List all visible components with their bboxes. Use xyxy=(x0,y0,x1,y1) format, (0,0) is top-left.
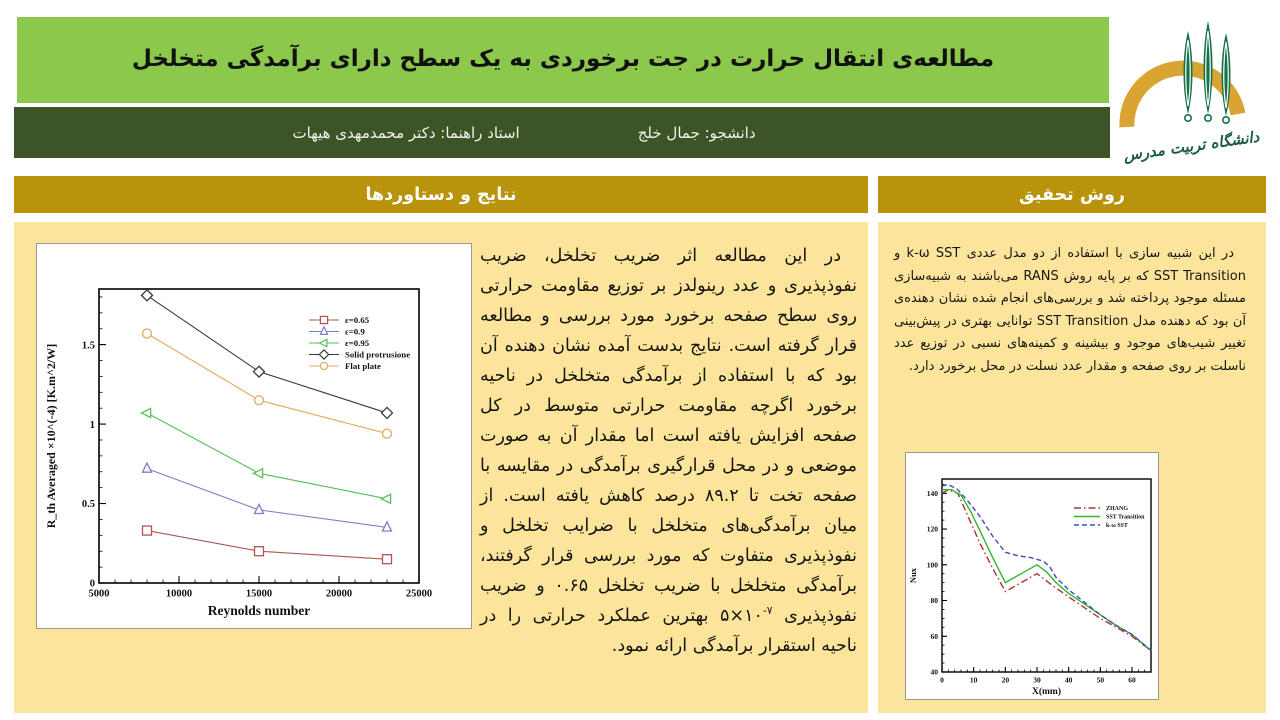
svg-text:20: 20 xyxy=(1001,675,1010,685)
svg-text:10: 10 xyxy=(969,675,978,685)
svg-text:Flat plate: Flat plate xyxy=(345,361,381,372)
svg-text:15000: 15000 xyxy=(245,588,273,600)
svg-text:Nux: Nux xyxy=(908,567,918,584)
svg-text:0.5: 0.5 xyxy=(81,499,95,511)
results-chart xyxy=(37,244,471,628)
svg-text:ZHANG: ZHANG xyxy=(1106,506,1129,513)
results-text-after: بهترین عملکرد حرارتی را در ناحیه استقرار برآمدگی ارائه نمود. xyxy=(480,606,857,656)
logo-wordmark: دانشگاه تربیت مدرس xyxy=(1122,127,1261,165)
results-section-title: نتایج و دستاوردها xyxy=(365,184,517,205)
page-title: مطالعه‌ی انتقال حرارت در جت برخوردی به یک سطح دارای برآمدگی متخلخل xyxy=(131,46,995,73)
svg-text:140: 140 xyxy=(926,488,938,498)
advisor-name: استاد راهنما: دکتر محمدمهدی هیهات xyxy=(292,123,520,142)
svg-text:ε=0.65: ε=0.65 xyxy=(345,315,370,326)
permeability-expression xyxy=(720,606,773,626)
svg-text:ε=0.95: ε=0.95 xyxy=(345,338,370,349)
title-banner xyxy=(17,17,1109,103)
method-chart xyxy=(906,453,1158,699)
results-chart-box xyxy=(36,243,472,629)
svg-text:k-ω SST: k-ω SST xyxy=(1106,523,1128,530)
results-text-before: در این مطالعه اثر ضریب تخلخل، ضریب نفوذپذیری و عدد رینولدز بر توزیع مقاومت حرارتی روی سطح صفحه برخورد مورد بررسی و مطالعه قرار گرفته است. نتایج بدست آمده نشان دهنده آن بود که با استفاده از برآمدگی متخلخل در ناحیه برخورد اگرچه مقاومت حرارتی متوسط در کل صفحه افزایش یافته است اما مقدار آن به صورت موضعی و در محل قرارگیری برآمدگی در مقایسه با صفحه تخت تا ۸۹.۲ درصد کاهش یافته است. از میان برآمدگی‌های متخلخل با ضرایب تخلخل و نفوذپذیری متفاوت که مورد بررسی قرار گرفتند، برآمدگی متخلخل با ضریب تخلخل ۰.۶۵ و ضریب نفوذپذیری xyxy=(480,246,857,626)
svg-text:60: 60 xyxy=(930,631,938,641)
results-paragraph xyxy=(480,241,857,681)
logo-trees xyxy=(1184,21,1231,123)
svg-text:25000: 25000 xyxy=(405,588,433,600)
svg-text:40: 40 xyxy=(1064,675,1073,685)
svg-text:30: 30 xyxy=(1033,675,1041,685)
permeability-exponent: -۷ xyxy=(762,604,773,618)
svg-text:100: 100 xyxy=(926,560,938,570)
svg-text:20000: 20000 xyxy=(325,588,353,600)
svg-text:60: 60 xyxy=(1128,675,1136,685)
svg-text:1.5: 1.5 xyxy=(81,340,95,352)
logo-arch xyxy=(1127,68,1238,127)
university-logo-graphic xyxy=(1118,10,1272,168)
svg-text:R_th Averaged ×10^(-4) [K.m^2/: R_th Averaged ×10^(-4) [K.m^2/W] xyxy=(44,343,58,529)
results-section-header xyxy=(14,176,868,213)
svg-text:40: 40 xyxy=(930,667,938,677)
university-logo xyxy=(1118,10,1272,168)
method-section-header xyxy=(878,176,1266,213)
svg-text:X(mm): X(mm) xyxy=(1031,687,1062,697)
svg-text:10000: 10000 xyxy=(165,588,193,600)
permeability-base: ۵×۱۰ xyxy=(720,606,763,626)
svg-text:120: 120 xyxy=(926,524,938,534)
svg-text:ε=0.9: ε=0.9 xyxy=(345,326,365,337)
student-name: دانشجو: جمال خلج xyxy=(637,123,756,142)
svg-text:5000: 5000 xyxy=(88,588,110,600)
svg-text:0: 0 xyxy=(940,675,944,685)
svg-text:Reynolds number: Reynolds number xyxy=(207,603,311,618)
svg-text:SST Transition: SST Transition xyxy=(1106,514,1145,521)
method-paragraph: در این شبیه سازی با استفاده از دو مدل عددی k-ω SST و SST Transition که بر پایه روش RANS می‌باشند به شبیه‌سازی مسئله موجود پرداخته شد و بررسی‌های انجام شده نشان دهنده‌ی آن بود که دهنده مدل SST Transition توانایی بهتری در پیش‌بینی تغییر شیب‌های موجود و بیشینه و کمینه‌های نسبی در توزیع عدد ناسلت بر روی صفحه و مقدار عدد نسلت در محل برخورد دارد. xyxy=(894,246,1247,374)
names-bar xyxy=(14,107,1110,158)
svg-text:0: 0 xyxy=(89,578,95,590)
method-chart-box xyxy=(905,452,1159,700)
svg-text:50: 50 xyxy=(1096,675,1105,685)
svg-text:80: 80 xyxy=(930,596,938,606)
method-section-title: روش تحقیق xyxy=(1019,184,1125,205)
svg-text:1: 1 xyxy=(89,419,95,431)
svg-text:Solid protrusione: Solid protrusione xyxy=(345,349,411,360)
